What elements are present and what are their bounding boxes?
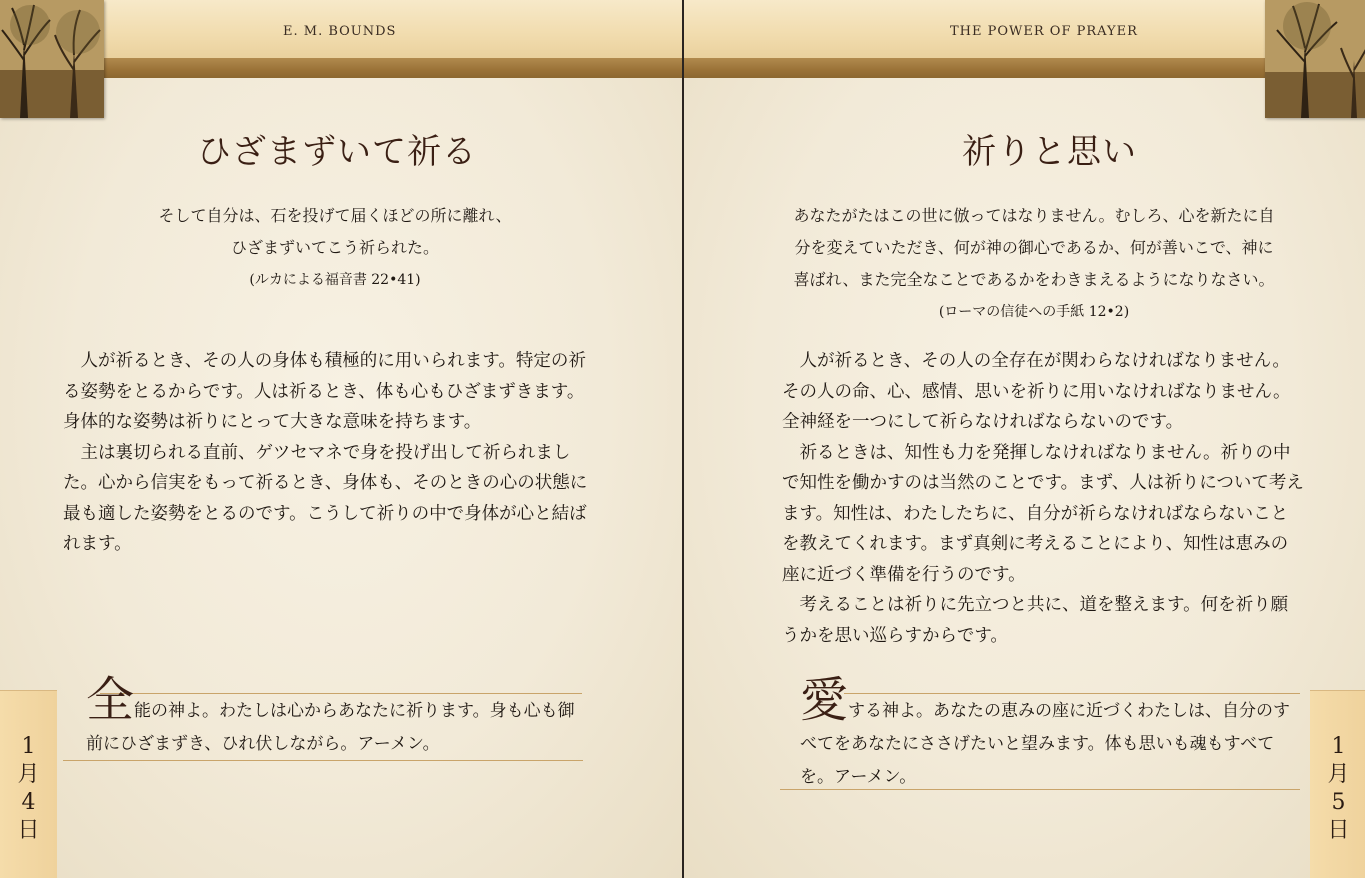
right-body-paragraph: 人が祈るとき、その人の全存在が関わらなければなりません。その人の命、心、感情、思いを祈りに用いなければなりません。全神経を一つにして祈らなければならないのです。 [782,351,1291,432]
right-prayer-text: する神よ。あなたの恵みの座に近づくわたしは、自分のすべてをあなたにささげたいと望みます。体も思いも魂もすべてを。アーメン。 [800,701,1291,787]
right-header-bar [684,0,1365,58]
right-scripture-verse [764,200,1304,328]
left-verse-reference: (ルカによる福音書 22•41) [249,272,421,288]
left-page [0,0,682,878]
right-prayer-initial: 愛 [800,672,849,728]
left-date-tab [0,690,57,878]
tree-photo [0,0,104,118]
right-verse-line: 分を変えていただき、何が神の御心であるか、何が善いこで、神に [794,238,1274,257]
left-body-paragraph: 主は裏切られる直前、ゲツセマネで身を投げ出して祈られました。心から信実をもって祈るとき、身体も、そのときの心の状態に最も適した姿勢をとるのです。こうして祈りの中で身体が心と結ばれます。 [63,442,588,554]
left-body-paragraph: 人が祈るとき、その人の身体も積極的に用いられます。特定の祈る姿勢をとるからです。人は祈るとき、体も心もひざまずきます。身体的な姿勢は祈りにとって大きな意味を持ちます。 [63,351,586,432]
left-prayer [86,672,591,761]
left-page-title: ひざまずいて祈る [197,132,477,172]
right-verse-line: あなたがたはこの世に倣ってはなりません。むしろ、心を新たに自 [793,206,1275,225]
right-date-label [1310,733,1365,845]
right-page-title: 祈りと思い [962,132,1137,172]
tree-photo [1265,0,1365,118]
date-month-char: 月 [17,762,40,787]
left-body-text [63,346,590,560]
right-header-book-title: THE POWER OF PRAYER [950,24,1138,39]
right-body-paragraph: 考えることは祈りに先立つと共に、道を整えます。何を祈り願うかを思い巡らすからです。 [782,595,1289,646]
date-day-char: 日 [1327,818,1350,843]
left-verse-line: ひざまずいてこう祈られた。 [230,238,439,257]
date-day-number: 4 [21,790,36,815]
right-prayer [800,672,1305,794]
left-date-label [0,733,57,845]
date-day-number: 5 [1331,790,1346,815]
date-month-char: 月 [1327,762,1350,787]
left-prayer-bottom-rule [63,760,583,761]
right-page [684,0,1365,878]
left-prayer-initial: 全 [86,672,135,728]
right-verse-line: 喜ばれ、また完全なことであるかをわきまえるようになりなさい。 [793,270,1275,289]
left-prayer-text: 能の神よ。わたしは心からあなたに祈ります。身も心も御前にひざまずき、ひれ伏しながら。アーメン。 [86,701,575,754]
date-month-number: 1 [21,734,36,759]
right-header-band [684,58,1365,78]
left-header-author: E. M. BOUNDS [283,24,397,39]
date-day-char: 日 [17,818,40,843]
date-month-number: 1 [1331,734,1346,759]
right-prayer-bottom-rule [780,789,1300,790]
left-scripture-verse [70,200,600,296]
right-body-text [782,346,1304,651]
right-verse-reference: (ローマの信徒への手紙 12•2) [938,304,1130,320]
left-verse-line: そして自分は、石を投げて届くほどの所に離れ、 [158,206,512,225]
right-body-paragraph: 祈るときは、知性も力を発揮しなければなりません。祈りの中で知性を働かすのは当然のことです。まず、人は祈りについて考えます。知性は、わたしたちに、自分が祈らなければならないことを教えてくれます。まず真剣に考えることにより、知性は恵みの座に近づく準備を行うのです。 [782,442,1304,585]
right-date-tab [1310,690,1365,878]
